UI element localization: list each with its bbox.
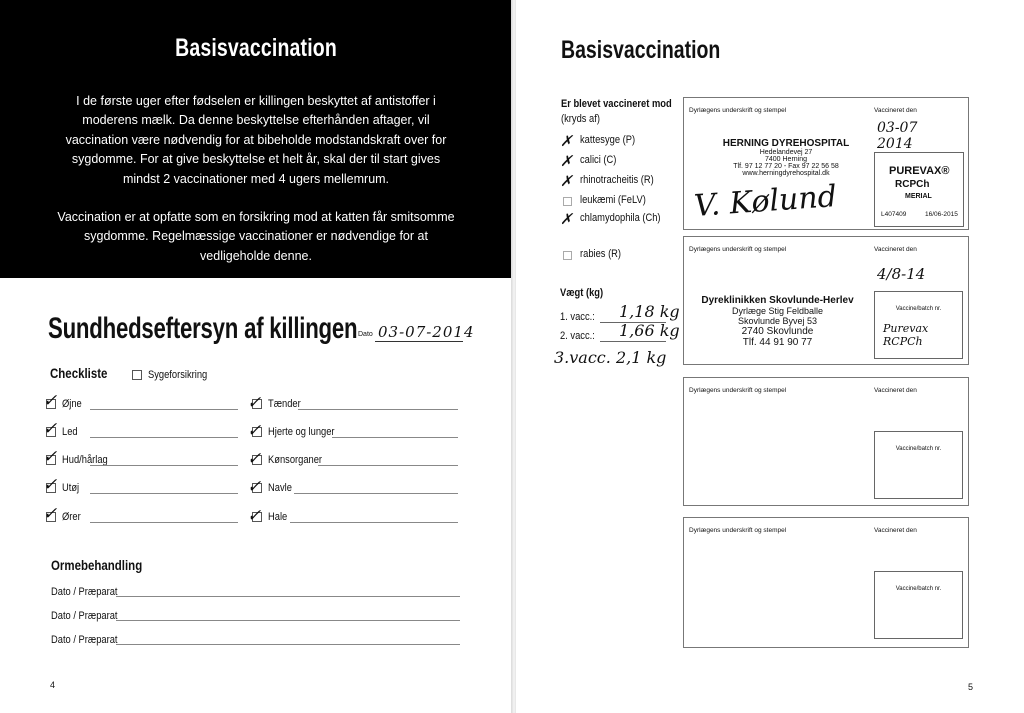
- right-page: [516, 0, 1024, 713]
- question-line-2: (kryds af): [561, 113, 600, 125]
- check-mark: ✓: [247, 506, 262, 526]
- checklist-label: Hale: [268, 511, 288, 523]
- deworming-row-line[interactable]: [116, 596, 460, 597]
- checklist-line[interactable]: [332, 437, 458, 438]
- checklist-line[interactable]: [298, 409, 458, 410]
- sticker-brand: PUREVAX®: [889, 165, 950, 177]
- vacc2-line: [600, 341, 666, 342]
- stamp-city: 7400 Herning: [764, 156, 808, 163]
- right-page-title: Basisvaccination: [561, 36, 721, 64]
- checklist-line[interactable]: [90, 437, 238, 438]
- vaccine-label: rhinotracheitis (R): [580, 174, 654, 186]
- clinic-stamp: [706, 138, 866, 177]
- vaccinated-date-label: Vaccineret den: [874, 527, 917, 534]
- vaccination-record-4: [683, 517, 969, 648]
- sticker-maker: MERIAL: [905, 193, 932, 200]
- checklist-heading: Checkliste: [50, 365, 108, 381]
- stamp-vet-name: Dyrlæge Stig Feldballe: [731, 306, 824, 316]
- checklist-line[interactable]: [90, 465, 238, 466]
- vacc1-label: 1. vacc.:: [560, 311, 595, 323]
- checklist-line[interactable]: [90, 493, 238, 494]
- vaccine-sticker: [874, 152, 964, 227]
- checklist-line[interactable]: [318, 465, 458, 466]
- vacc2-label: 2. vacc.:: [560, 330, 595, 342]
- vaccine-check-mark[interactable]: ✗: [560, 152, 573, 170]
- vaccinated-date-label: Vaccineret den: [874, 107, 917, 114]
- left-header-title: Basisvaccination: [175, 34, 337, 62]
- stamp-city: 2740 Skovlunde: [741, 326, 814, 337]
- health-check-title: Sundhedseftersyn af killingen: [48, 312, 358, 345]
- clinic-stamp: [690, 295, 865, 348]
- vet-signature-label: Dyrlægens underskrift og stempel: [689, 107, 787, 114]
- vaccination-question: [561, 97, 672, 127]
- stamp-website: www.herningdyrehospital.dk: [742, 170, 830, 177]
- vet-signature-label: Dyrlægens underskrift og stempel: [689, 387, 787, 394]
- batch-label: Vaccine/batch nr.: [895, 586, 942, 592]
- batch-label: Vaccine/batch nr.: [895, 306, 942, 312]
- checklist-label: Hjerte og lunger: [268, 426, 335, 438]
- date-label: Dato: [358, 331, 373, 338]
- check-mark: ✓: [43, 504, 58, 524]
- insurance-label: Sygeforsikring: [148, 369, 208, 381]
- vaccine-label: leukæmi (FeLV): [580, 194, 646, 206]
- vet-signature-label: Dyrlægens underskrift og stempel: [689, 527, 787, 534]
- checklist-label: Tænder: [268, 398, 301, 410]
- check-mark: ✓: [247, 393, 262, 413]
- checklist-line[interactable]: [294, 493, 458, 494]
- checklist-label: Led: [62, 426, 78, 438]
- batch-label: Vaccine/batch nr.: [895, 446, 942, 452]
- vaccinated-date-label: Vaccineret den: [874, 387, 917, 394]
- checklist-label: Kønsorganer: [268, 454, 323, 466]
- vaccinated-date-label: Vaccineret den: [874, 246, 917, 253]
- deworming-row-line[interactable]: [116, 620, 460, 621]
- record-1-date[interactable]: 03-07 2014: [877, 120, 918, 152]
- vet-signature: V. Kølund: [692, 179, 838, 224]
- check-mark: ✓: [43, 419, 58, 439]
- intro-text: [56, 92, 456, 266]
- checklist-label: Ører: [62, 511, 81, 523]
- check-mark: ✓: [43, 391, 58, 411]
- left-page-number: 4: [50, 680, 56, 690]
- record-2-date[interactable]: 4/8-14: [877, 265, 926, 283]
- stamp-phone: Tlf. 44 91 90 77: [742, 337, 813, 348]
- stamp-clinic-name: HERNING DYREHOSPITAL: [722, 138, 850, 149]
- deworming-heading: Ormebehandling: [51, 557, 143, 573]
- deworming-row-label: Dato / Præparat: [51, 586, 118, 598]
- deworming-row-label: Dato / Præparat: [51, 634, 118, 646]
- deworming-row-label: Dato / Præparat: [51, 610, 118, 622]
- vaccine-label: chlamydophila (Ch): [580, 212, 661, 224]
- checklist-label: Utøj: [62, 482, 80, 494]
- date-value[interactable]: 03-07-2014: [378, 323, 475, 341]
- checklist-label: Navle: [268, 482, 292, 494]
- vet-signature-label: Dyrlægens underskrift og stempel: [689, 246, 787, 253]
- insurance-checkbox[interactable]: [132, 370, 142, 380]
- question-line-1: Er blevet vaccineret mod: [561, 98, 672, 110]
- weight-heading: Vægt (kg): [560, 287, 604, 299]
- checklist-line[interactable]: [90, 409, 238, 410]
- check-mark: ✓: [247, 449, 262, 469]
- vaccine-label: kattesyge (P): [580, 134, 636, 146]
- batch-box[interactable]: [874, 431, 963, 499]
- batch-box: [874, 291, 963, 359]
- vaccine-check-mark[interactable]: ✗: [560, 172, 573, 190]
- intro-paragraph-1: I de første uger efter fødselen er killingen beskyttet af antistoffer i moderens mælk. Da denne beskyttelse efterhånden aftager, vil vaccination være nødvendig for at bibeholde modstandskraft over for sygdomme. For at give beskyttelse et helt år, skal der til start gives mindst 2 vaccinationer med 4 ugers mellemrum.: [65, 94, 447, 186]
- vacc3-weight[interactable]: 3.vacc. 2,1 kg: [554, 348, 667, 367]
- sticker-lot: L407409: [881, 211, 907, 218]
- batch-box[interactable]: [874, 571, 963, 639]
- stamp-street: Skovlunde Byvej 53: [737, 316, 818, 326]
- vaccine-check-mark[interactable]: ✗: [560, 210, 573, 228]
- check-mark: ✓: [247, 421, 262, 441]
- right-page-number: 5: [968, 682, 974, 692]
- vaccine-label: calici (C): [580, 154, 617, 166]
- checklist-line[interactable]: [290, 522, 458, 523]
- check-mark: ✓: [43, 475, 58, 495]
- stamp-address: Hedelandevej 27: [759, 149, 813, 156]
- stamp-clinic-name: Dyreklinikken Skovlunde-Herlev: [701, 295, 854, 306]
- intro-block: [0, 0, 512, 278]
- stamp-phone: Tlf. 97 12 77 20 - Fax 97 22 56 58: [733, 163, 839, 170]
- vaccine-checkbox[interactable]: [563, 251, 572, 260]
- deworming-row-line[interactable]: [116, 644, 460, 645]
- vaccine-check-mark[interactable]: ✗: [560, 132, 573, 150]
- checklist-label: Hud/hårlag: [62, 454, 108, 466]
- check-mark: ✓: [43, 447, 58, 467]
- vaccination-record-1: [683, 97, 969, 230]
- vacc1-weight[interactable]: 1,18 kg: [619, 302, 680, 321]
- date-line: [375, 341, 463, 342]
- intro-paragraph-2: Vaccination er at opfatte som en forsikring mod at katten får smitsomme sygdomme. Regelmæssige vaccinationer er nødvendige for at vedligeholde denne.: [57, 210, 455, 263]
- vaccine-checkbox[interactable]: [563, 197, 572, 206]
- vaccination-record-2: [683, 236, 969, 365]
- sticker-expiry: 16/06-2015: [925, 211, 958, 218]
- sticker-product: RCPCh: [895, 179, 930, 190]
- vaccination-record-3: [683, 377, 969, 506]
- checklist-label: Øjne: [62, 398, 82, 410]
- vaccine-label: rabies (R): [580, 248, 622, 260]
- vacc2-weight[interactable]: 1,66 kg: [619, 321, 680, 340]
- check-mark: ✓: [247, 477, 262, 497]
- checklist-line[interactable]: [90, 522, 238, 523]
- batch-handwritten[interactable]: Purevax RCPCh: [883, 322, 929, 348]
